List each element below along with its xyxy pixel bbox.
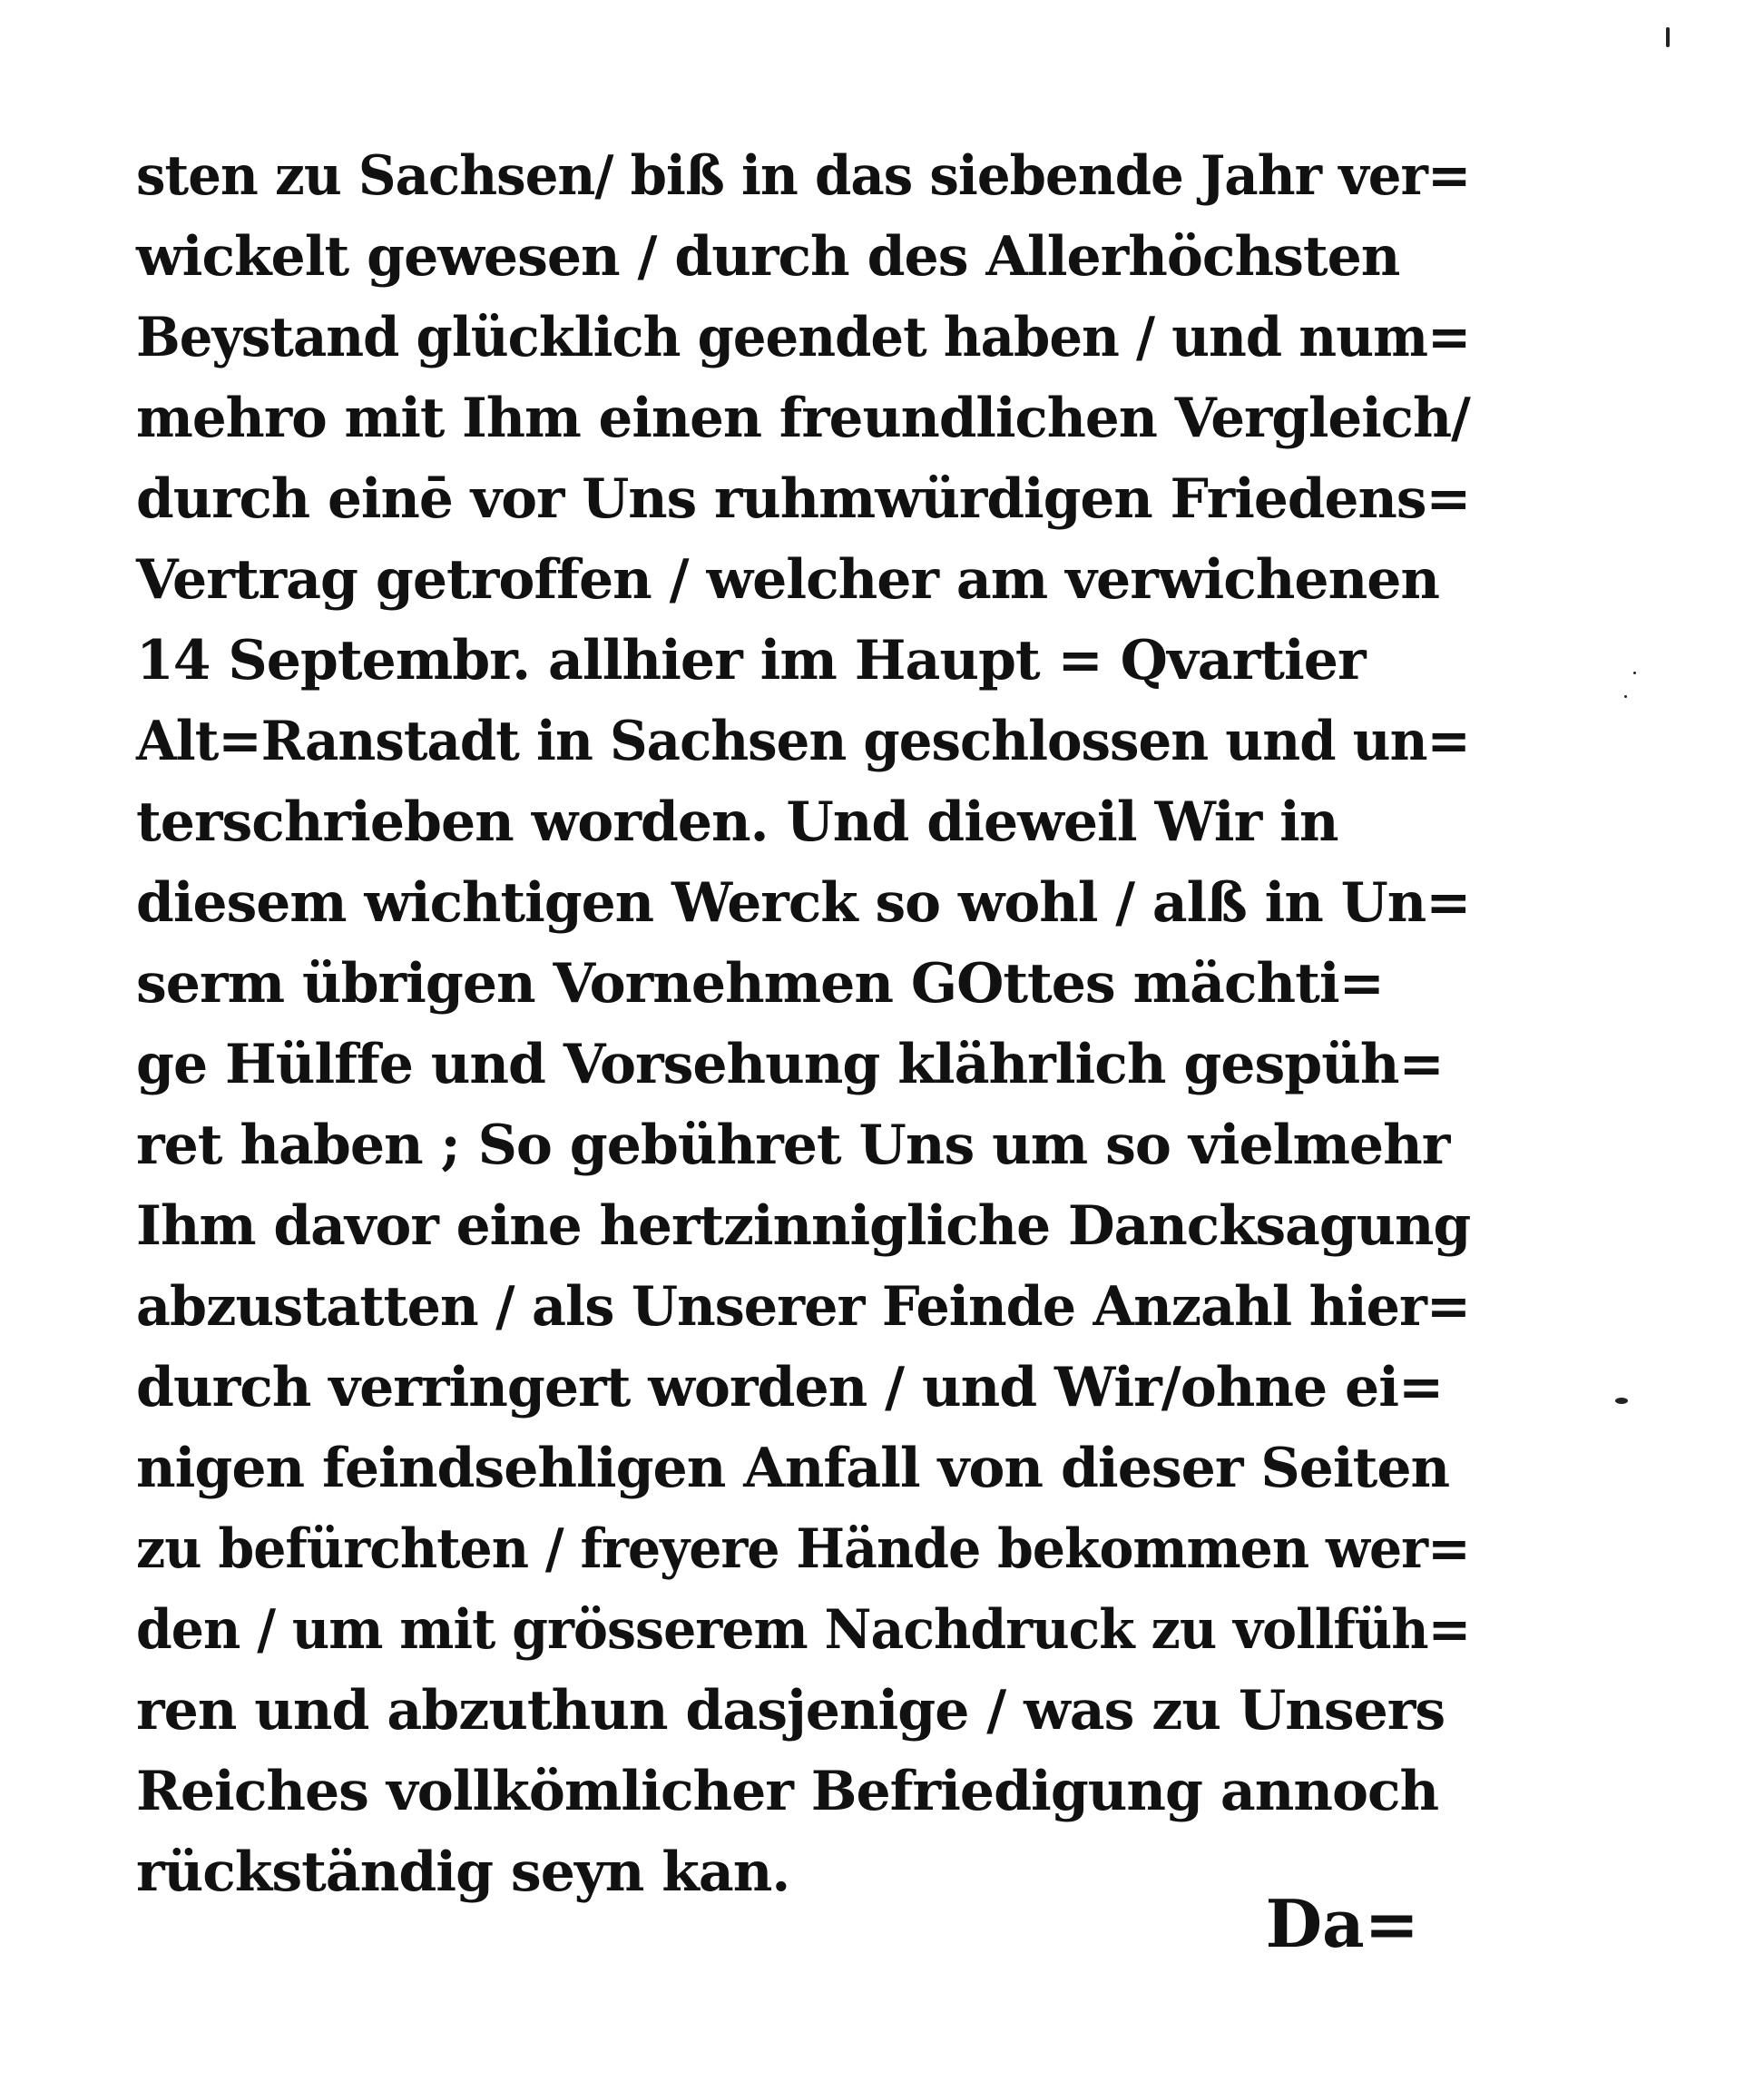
text-line: durch einē vor Uns ruhmwürdigen Friedens=: [136, 467, 1471, 531]
text-line: sten zu Sachsen/ biß in das siebende Jahr ver=: [136, 144, 1471, 208]
text-line: durch verringert worden / und Wir/ohne ei=: [136, 1356, 1444, 1419]
text-line: diesem wichtigen Werck so wohl / alß in Un=: [136, 871, 1471, 935]
catchword: Da=: [1265, 1885, 1419, 1962]
ink-speck: [1633, 672, 1636, 674]
text-line: rückständig seyn kan.: [136, 1841, 790, 1904]
text-line: mehro mit Ihm einen freundlichen Vergleich/: [136, 387, 1470, 450]
text-line: Reiches vollkömlicher Befriedigung annoch: [136, 1760, 1439, 1823]
text-line: serm übrigen Vornehmen GOttes mächti=: [136, 952, 1384, 1016]
text-line: terschrieben worden. Und dieweil Wir in: [136, 790, 1338, 854]
ink-speck: [1666, 27, 1670, 47]
text-line: nigen feindsehligen Anfall von dieser Seiten: [136, 1437, 1450, 1500]
body-text: [136, 136, 1470, 1913]
text-line: ren und abzuthun dasjenige / was zu Unsers: [136, 1679, 1446, 1742]
text-line: abzustatten / als Unserer Feinde Anzahl hier=: [136, 1275, 1471, 1339]
text-line: ret haben ; So gebühret Uns um so vielmehr: [136, 1114, 1450, 1177]
text-line: Beystand glücklich geendet haben / und num=: [136, 306, 1471, 369]
ink-speck: [1615, 1398, 1628, 1404]
text-line: 14 Septembr. allhier im Haupt = Qvartier: [136, 629, 1366, 692]
text-line: den / um mit grösserem Nachdruck zu vollfüh=: [136, 1598, 1471, 1662]
ink-speck: [1624, 695, 1627, 698]
text-line: Vertrag getroffen / welcher am verwichenen: [136, 548, 1439, 612]
text-line: Ihm davor eine hertzinnigliche Dancksagung: [136, 1194, 1471, 1258]
text-line: Alt=Ranstadt in Sachsen geschlossen und un=: [136, 710, 1470, 773]
text-line: wickelt gewesen / durch des Allerhöchsten: [136, 225, 1400, 289]
text-line: zu befürchten / freyere Hände bekommen wer=: [136, 1517, 1470, 1581]
text-line: ge Hülffe und Vorsehung klährlich gespüh=: [136, 1033, 1444, 1096]
